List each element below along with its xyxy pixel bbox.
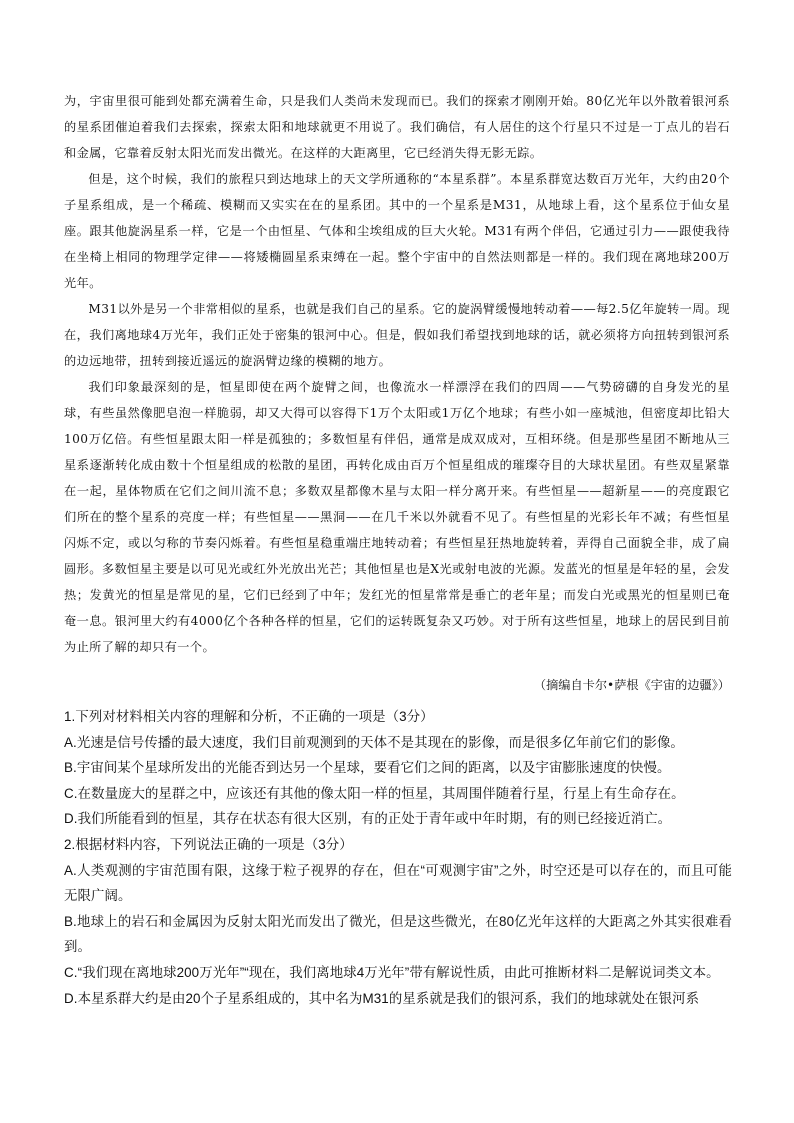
- question-1-option-a: A.光速是信号传播的最大速度，我们目前观测到的天体不是其现在的影像，而是很多亿年前它们的影像。: [64, 734, 684, 750]
- reading-passage: [64, 88, 730, 660]
- question-2-option-a: A.人类观测的宇宙范围有限，这缘于粒子视界的存在，但在“可观测宇宙”之外，时空还是可以存在的，而且可能无限广阔。: [64, 862, 732, 904]
- question-1-option-c: C.在数量庞大的星群之中，应该还有其他的像太阳一样的恒星，其周围伴随着行星，行星上有生命存在。: [64, 785, 685, 801]
- question-2-option-b: B.地球上的岩石和金属因为反射太阳光而发出了微光，但是这些微光，在80亿光年这样的大距离之外其实很难看到。: [64, 913, 732, 955]
- passage-paragraph-2: 但是，这个时候，我们的旅程只到达地球上的天文学所通称的“本星系群”。本星系群宽达数百万光年，大约由20个子星系组成，是一个稀疏、模糊而又实实在在的星系团。其中的一个星系是M31，从地球上看，这个星系位于仙女星座。跟其他旋涡星系一样，它是一个由恒星、气体和尘埃组成的巨大火轮。M31有两个伴侣，它通过引力——跟使我待在坐椅上相同的物理学定律——将矮椭圆星系束缚在一起。整个宇宙中的自然法则都是一样的。我们现在离地球200万光年。: [64, 172, 730, 290]
- question-1-option-d: D.我们所能看到的恒星，其存在状态有很大区别，有的正处于青年或中年时期，有的则已经接近消亡。: [64, 811, 672, 827]
- question-1-option-b: B.宇宙间某个星球所发出的光能否到达另一个星球，要看它们之间的距离，以及宇宙膨胀速度的快慢。: [64, 760, 671, 776]
- question-2-option-c: C.“我们现在离地球200万光年”“现在，我们离地球4万光年”带有解说性质，由此可推断材料二是解说词类文本。: [64, 964, 720, 980]
- passage-paragraph-3: M31以外是另一个非常相似的星系，也就是我们自己的星系。它的旋涡臂缓慢地转动着——每2.5亿年旋转一周。现在，我们离地球4万光年，我们正处于密集的银河中心。但是，假如我们希望找到地球的话，就必须将方向扭转到银河系的边远地带，扭转到接近遥远的旋涡臂边缘的模糊的地方。: [64, 302, 730, 368]
- passage-source: （摘编自卡尔•萨根《宇宙的边疆》）: [533, 678, 730, 692]
- passage-paragraph-1: 为，宇宙里很可能到处都充满着生命，只是我们人类尚未发现而已。我们的探索才刚刚开始。80亿光年以外散着银河系的星系团催迫着我们去探索，探索太阳和地球就更不用说了。我们确信，有人居住的这个行星只不过是一丁点儿的岩石和金属，它靠着反射太阳光而发出微光。在这样的大距离里，它已经消失得无影无踪。: [64, 94, 730, 160]
- question-2-stem: 2.根据材料内容，下列说法正确的一项是（3分）: [64, 836, 353, 852]
- question-list: [64, 704, 732, 1011]
- question-2-option-d: D.本星系群大约是由20个子星系组成的，其中名为M31的星系就是我们的银河系，我们的地球就处在银河系: [64, 990, 700, 1006]
- passage-paragraph-4: 我们印象最深刻的是，恒星即使在两个旋臂之间，也像流水一样漂浮在我们的四周——气势磅礴的自身发光的星球，有些虽然像肥皂泡一样脆弱，却又大得可以容得下1万个太阳或1万亿个地球；有些小如一座城池，但密度却比铅大100万亿倍。有些恒星跟太阳一样是孤独的；多数恒星有伴侣，通常是成双成对，互相环绕。但是那些星团不断地从三星系逐渐转化成由数十个恒星组成的松散的星团，再转化成由百万个恒星组成的璀璨夺目的大球状星团。有些双星紧靠在一起，星体物质在它们之间川流不息；多数双星都像木星与太阳一样分离开来。有些恒星——超新星——的亮度跟它们所在的整个星系的亮度一样；有些恒星——黑洞——在几千米以外就看不见了。有些恒星的光彩长年不减；有些恒星闪烁不定，或以匀称的节奏闪烁着。有些恒星稳重端庄地转动着；有些恒星狂热地旋转着，弄得自己面貌全非，成了扁圆形。多数恒星主要是以可见光或红外光放出光芒；其他恒星也是X光或射电波的光源。发蓝光的恒星是年轻的星，会发热；发黄光的恒星是常见的星，它们已经到了中年；发红光的恒星常常是垂亡的老年星；而发白光或黑光的恒星则已奄奄一息。银河里大约有4000亿个各种各样的恒星，它们的运转既复杂又巧妙。对于所有这些恒星，地球上的居民到目前为止所了解的却只有一个。: [64, 380, 730, 654]
- question-1-stem: 1.下列对材料相关内容的理解和分析，不正确的一项是（3分）: [64, 709, 434, 724]
